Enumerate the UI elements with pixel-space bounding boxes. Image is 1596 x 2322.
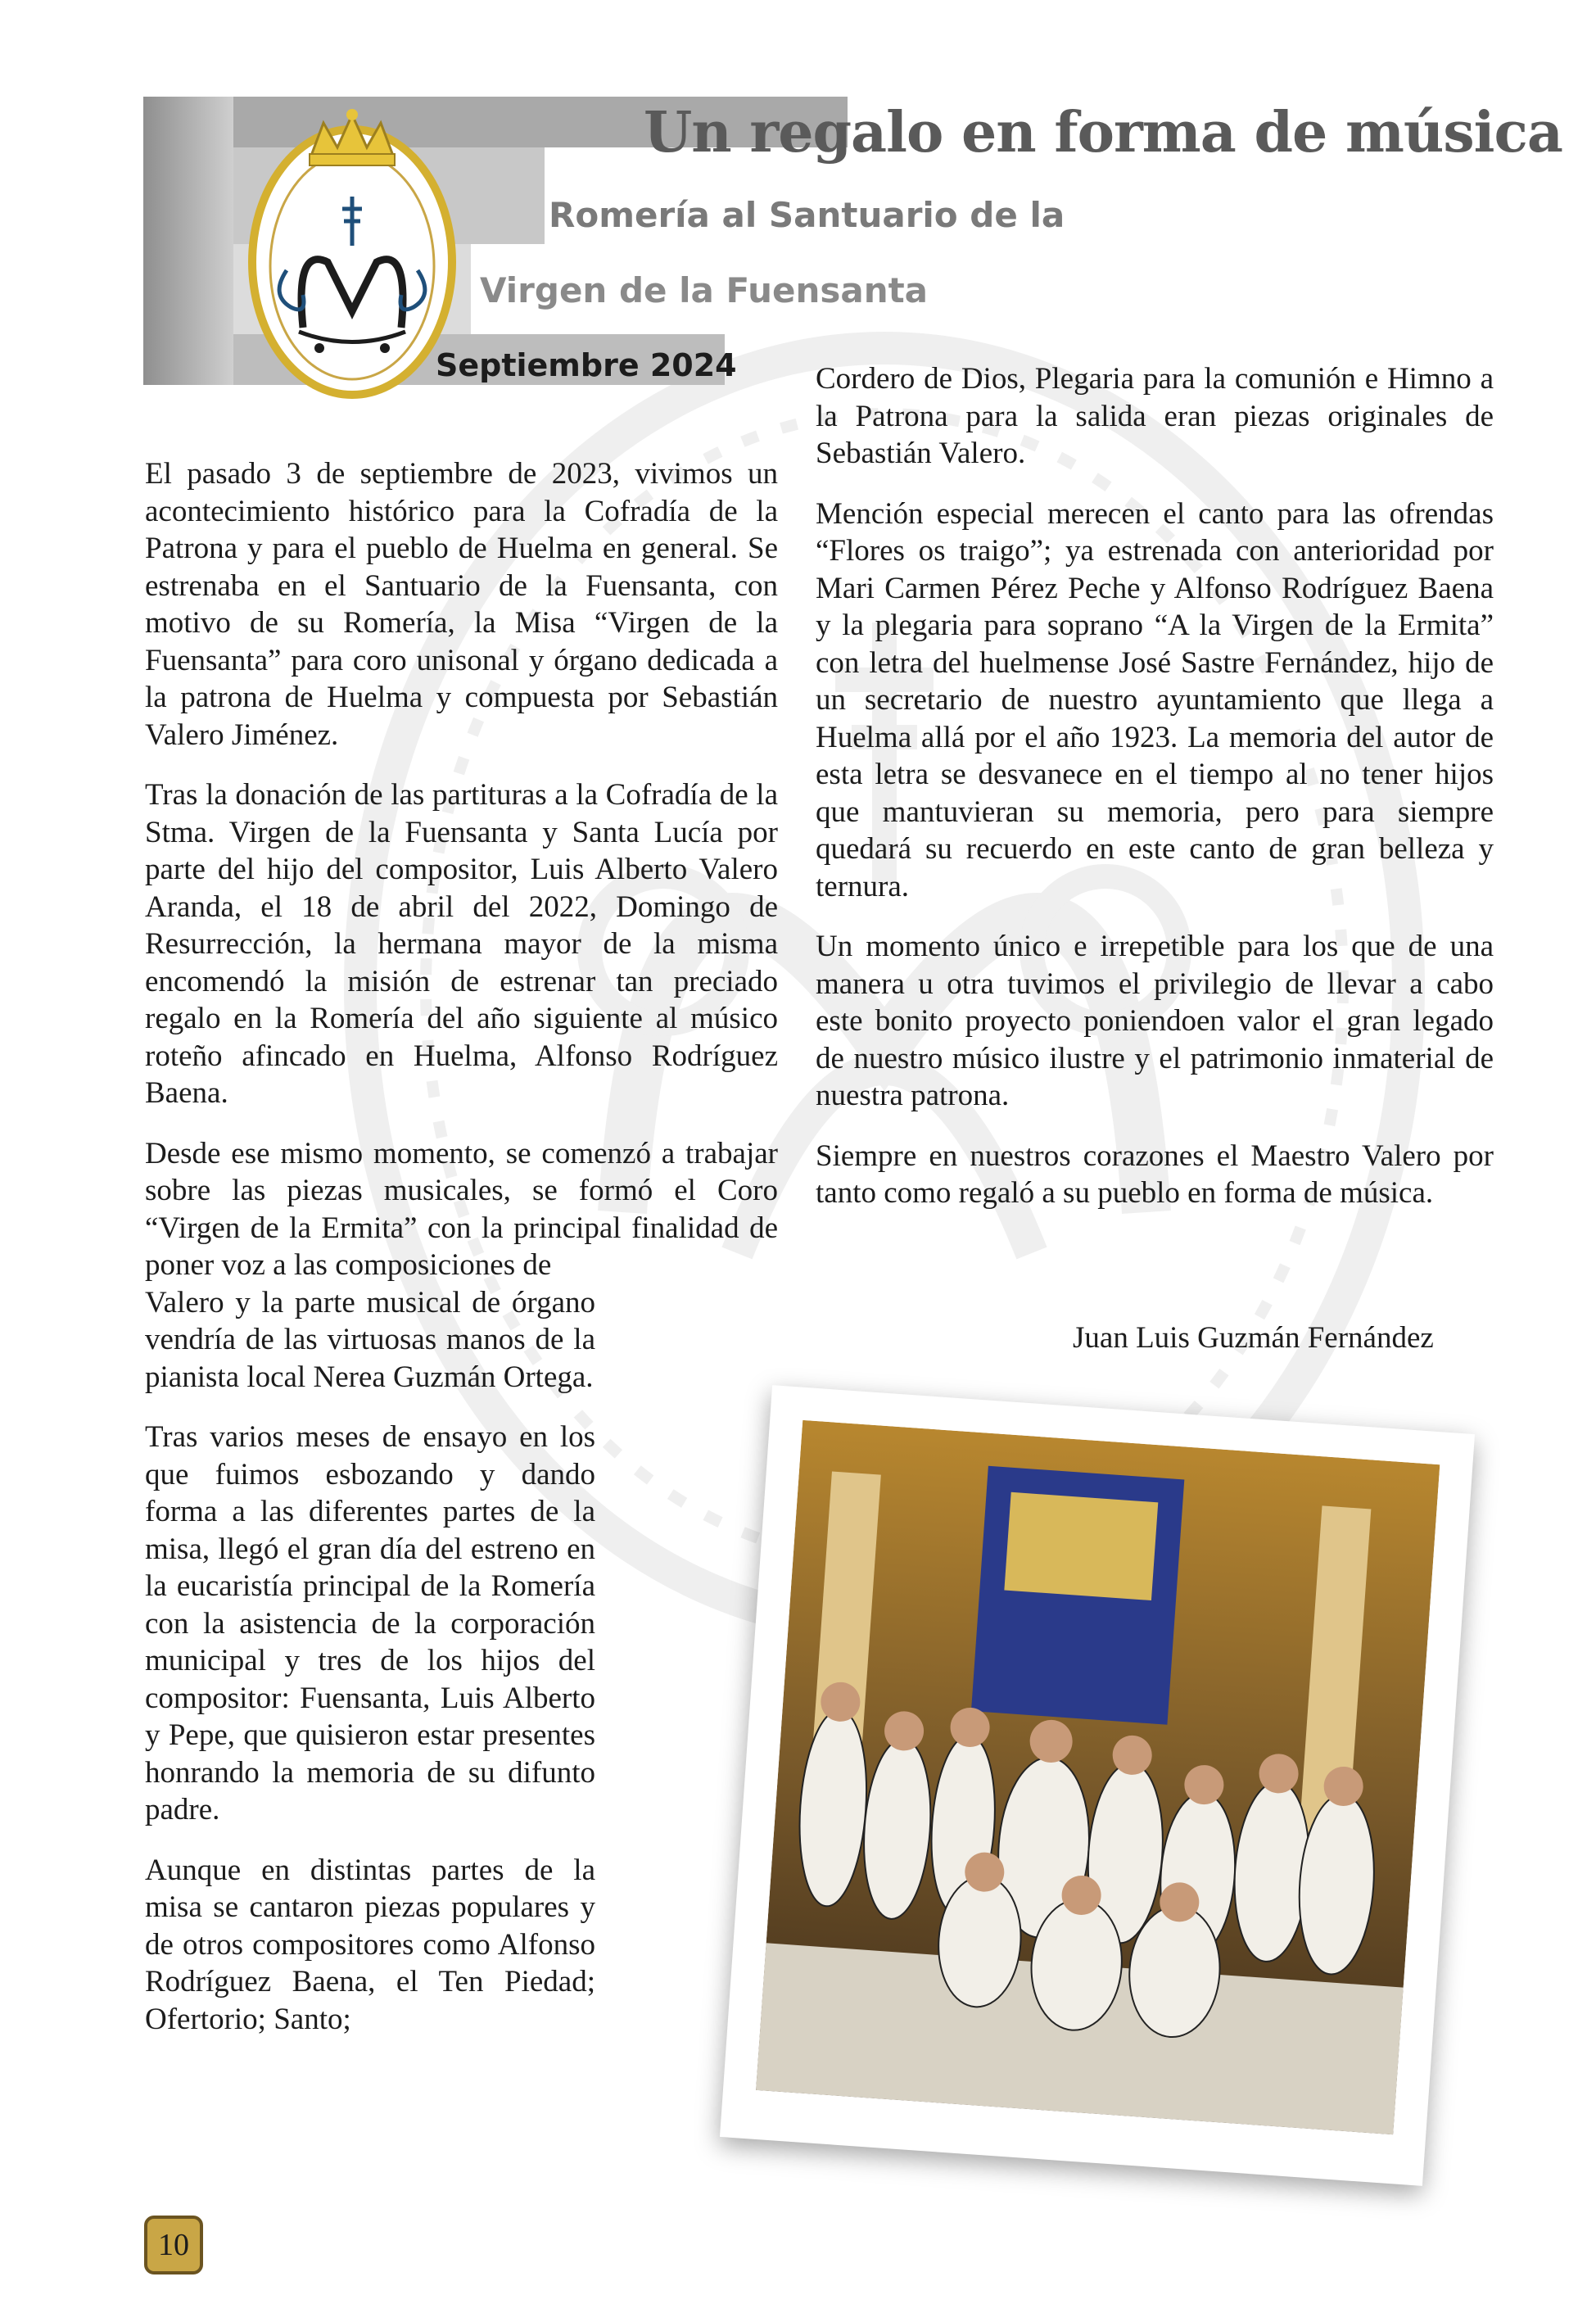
article-paragraph: Siempre en nuestros corazones el Maestro Valero por tanto como regaló a su pueblo en forma de música.	[816, 1138, 1494, 1210]
article-paragraph: El pasado 3 de septiembre de 2023, vivimos un acontecimiento histórico para la Cofradía de la Patrona y para el pueblo de Huelma en general. Se estrenaba en el Santuario de la Fuensanta, con motivo de su Romería, la Misa “Virgen de la Fuensanta” para coro unisonal y órgano dedicada a la patrona de Huelma y compuesta por Sebastián Valero Jiménez.	[145, 457, 778, 752]
author-signature: Juan Luis Guzmán Fernández	[1073, 1321, 1434, 1355]
article-paragraph: Cordero de Dios, Plegaria para la comunión e Himno a la Patrona para la salida eran piezas originales de Sebastián Valero.	[816, 362, 1494, 470]
article-paragraph: Un momento único e irrepetible para los que de una manera u otra tuvimos el privilegio de llevar a cabo este bonito proyecto poniendoen valor el gran legado de nuestro músico ilustre y el patrimonio inmaterial de nuestra patrona.	[816, 930, 1494, 1112]
header-band-side	[143, 97, 233, 385]
article-paragraph	[145, 1135, 778, 1396]
page-number: 10	[144, 2216, 203, 2274]
article-paragraph-part: Valero y la parte musical de órgano vendría de las virtuosas manos de la pianista local Nerea Guzmán Ortega.	[145, 1285, 595, 1394]
article-paragraph: Tras varios meses de ensayo en los que fuimos esbozando y dando forma a las diferentes partes de la misa, llegó el gran día del estreno en la eucaristía principal de la Romería con la asistencia de la corporación municipal y tres de los hijos del compositor: Fuensanta, Luis Alberto y Pepe, que quisieron estar presentes honrando la memoria de su difunto padre.	[145, 1420, 595, 1826]
article-paragraph-part: Desde ese mismo momento, se comenzó a trabajar sobre las piezas musicales, se formó el Coro “Virgen de la Ermita” con la principal finalidad de poner voz a las composiciones de	[145, 1136, 778, 1282]
choir-photo-frame	[720, 1385, 1475, 2186]
choir-photo	[756, 1420, 1440, 2134]
article-paragraph: Aunque en distintas partes de la misa se cantaron piezas populares y de otros compositores como Alfonso Rodríguez Baena, el Ten Piedad; Ofertorio; Santo;	[145, 1853, 595, 2036]
article-paragraph: Mención especial merecen el canto para las ofrendas “Flores os traigo”; ya estrenada con anterioridad por Mari Carmen Pérez Peche y Alfonso Rodríguez Baena y la plegaria para soprano “A la Virgen de la Ermita” con letra del huelmense José Sastre Fernández, hijo de un secretario de nuestro ayuntamiento que llega a Huelma allá por el año 1923. La memoria del autor de esta letra se desvanece en el tiempo al no tener hijos que mantuvieran su memoria, pero para siempre quedará su recuerdo en este canto de gran belleza y ternura.	[816, 496, 1494, 903]
issue-date	[436, 347, 737, 383]
marian-emblem-icon	[246, 106, 459, 401]
subtitle-line-2: Virgen de la Fuensanta	[480, 270, 929, 310]
article-column-right	[816, 360, 1494, 1235]
subtitle-line-1: Romería al Santuario de la	[549, 195, 1065, 235]
issue-date-month: Septiembre	[436, 347, 640, 383]
issue-date-year: 2024	[649, 347, 737, 383]
article-paragraph: Tras la donación de las partituras a la Cofradía de la Stma. Virgen de la Fuensanta y Santa Lucía por parte del hijo del compositor, Luis Alberto Valero Aranda, el 18 de abril del 2022, Domingo de Resurrección, la hermana mayor de la misma encomendó la misión de estrenar tan preciado regalo en la Romería del año siguiente al músico roteño afincado en Huelma, Alfonso Rodríguez Baena.	[145, 778, 778, 1110]
page-title: Un regalo en forma de música	[644, 100, 1562, 165]
article-column-left	[145, 455, 778, 2061]
